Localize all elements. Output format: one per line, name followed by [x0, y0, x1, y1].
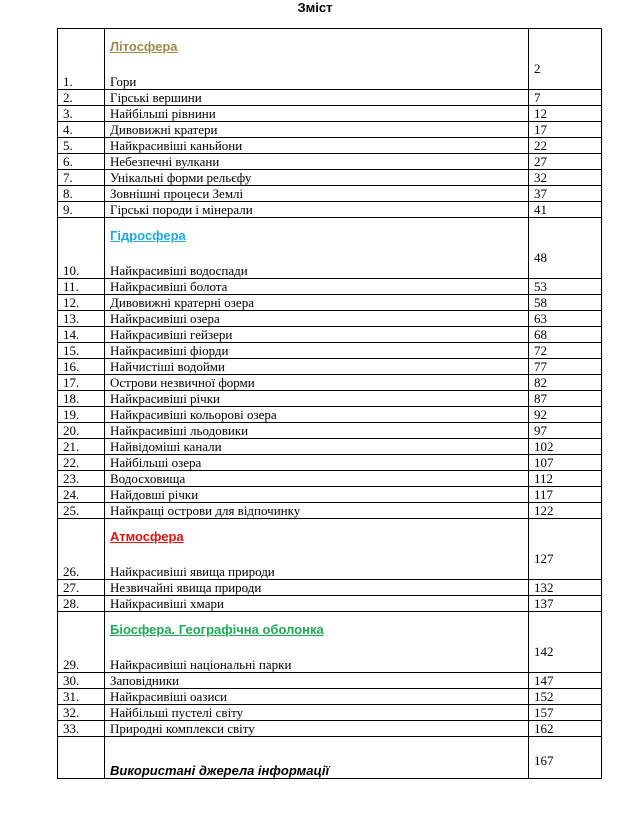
row-number: 20.: [58, 423, 105, 439]
row-title: [105, 29, 529, 90]
row-title: Найкращі острови для відпочинку: [105, 503, 529, 519]
row-page: 82: [529, 375, 602, 391]
row-page: 137: [529, 596, 602, 612]
row-title-text: Гори: [110, 74, 137, 89]
toc-row: [58, 455, 602, 471]
row-page: 77: [529, 359, 602, 375]
row-page-number: 127: [534, 551, 554, 566]
row-number: 10.: [58, 218, 105, 279]
row-title: Гірські породи і мінерали: [105, 202, 529, 218]
toc-row: [58, 407, 602, 423]
row-title: [105, 612, 529, 673]
row-title: Незвичайні явища природи: [105, 580, 529, 596]
toc-table: [57, 28, 602, 779]
row-number: 1.: [58, 29, 105, 90]
row-title: Найдовші річки: [105, 487, 529, 503]
row-page: 102: [529, 439, 602, 455]
row-title: Гірські вершини: [105, 90, 529, 106]
toc-row: [58, 391, 602, 407]
toc-row: [58, 503, 602, 519]
toc-row: [58, 487, 602, 503]
toc-row: [58, 439, 602, 455]
toc-row: [58, 90, 602, 106]
row-page: 7: [529, 90, 602, 106]
row-number: 8.: [58, 186, 105, 202]
toc-row: [58, 122, 602, 138]
row-page: 72: [529, 343, 602, 359]
row-number: 23.: [58, 471, 105, 487]
toc-row: [58, 295, 602, 311]
toc-row: [58, 343, 602, 359]
row-title: Найкрасивіші фіорди: [105, 343, 529, 359]
toc-row: [58, 596, 602, 612]
row-title-text: Найкрасивіші водоспади: [110, 263, 248, 278]
row-page: 41: [529, 202, 602, 218]
row-title-text: Найкрасивіші національні парки: [110, 657, 292, 672]
toc-row: [58, 154, 602, 170]
row-title: Найчистіші водойми: [105, 359, 529, 375]
toc-row: [58, 721, 602, 737]
toc-row: [58, 218, 602, 279]
row-page: 107: [529, 455, 602, 471]
row-number: 12.: [58, 295, 105, 311]
toc-row-sources: [58, 737, 602, 779]
toc-row: [58, 29, 602, 90]
section-heading-atmosphere: Атмосфера: [110, 529, 184, 544]
row-page: 147: [529, 673, 602, 689]
toc-row: [58, 138, 602, 154]
row-title: Найкрасивіші хмари: [105, 596, 529, 612]
row-page: 97: [529, 423, 602, 439]
row-title: Дивовижні кратерні озера: [105, 295, 529, 311]
sources-page-number: 167: [534, 753, 554, 768]
toc-row: [58, 375, 602, 391]
row-page: [529, 612, 602, 673]
row-page: 37: [529, 186, 602, 202]
row-number: 25.: [58, 503, 105, 519]
row-page-number: 2: [534, 61, 541, 76]
row-number: 30.: [58, 673, 105, 689]
row-number: 21.: [58, 439, 105, 455]
row-number: 15.: [58, 343, 105, 359]
row-title: Острови незвичної форми: [105, 375, 529, 391]
row-page: 162: [529, 721, 602, 737]
row-title: [105, 218, 529, 279]
row-number: [58, 737, 105, 779]
row-title: Дивовижні кратери: [105, 122, 529, 138]
toc-row: [58, 186, 602, 202]
row-number: 4.: [58, 122, 105, 138]
row-title: Найкрасивіші гейзери: [105, 327, 529, 343]
row-number: 28.: [58, 596, 105, 612]
row-number: 18.: [58, 391, 105, 407]
toc-title: Зміст: [297, 0, 333, 15]
row-number: 11.: [58, 279, 105, 295]
row-title: [105, 519, 529, 580]
row-page: [529, 29, 602, 90]
row-title: Найкрасивіші оазиси: [105, 689, 529, 705]
row-number: 22.: [58, 455, 105, 471]
row-number: 24.: [58, 487, 105, 503]
row-number: 16.: [58, 359, 105, 375]
row-number: 26.: [58, 519, 105, 580]
row-title: Заповідники: [105, 673, 529, 689]
toc-row: [58, 170, 602, 186]
row-title: Найкрасивіші каньйони: [105, 138, 529, 154]
row-title: Унікальні форми рельєфу: [105, 170, 529, 186]
row-title: Зовнішні процеси Землі: [105, 186, 529, 202]
row-page: 17: [529, 122, 602, 138]
row-number: 32.: [58, 705, 105, 721]
toc-row: [58, 279, 602, 295]
row-number: 2.: [58, 90, 105, 106]
toc-row: [58, 580, 602, 596]
row-title: Природні комплекси світу: [105, 721, 529, 737]
row-number: 13.: [58, 311, 105, 327]
row-number: 7.: [58, 170, 105, 186]
row-title: Небезпечні вулкани: [105, 154, 529, 170]
row-title: Найкрасивіші озера: [105, 311, 529, 327]
row-page: 63: [529, 311, 602, 327]
row-number: 17.: [58, 375, 105, 391]
toc-row: [58, 673, 602, 689]
toc-row: [58, 519, 602, 580]
row-page: 22: [529, 138, 602, 154]
row-page: [529, 519, 602, 580]
row-page: 12: [529, 106, 602, 122]
row-number: 31.: [58, 689, 105, 705]
toc-row: [58, 106, 602, 122]
row-page: 122: [529, 503, 602, 519]
row-number: 3.: [58, 106, 105, 122]
row-page-number: 142: [534, 644, 554, 659]
row-number: 29.: [58, 612, 105, 673]
row-page: 132: [529, 580, 602, 596]
row-page: 87: [529, 391, 602, 407]
row-page: 92: [529, 407, 602, 423]
row-page-number: 48: [534, 250, 547, 265]
row-page: 117: [529, 487, 602, 503]
row-page: 152: [529, 689, 602, 705]
row-page: 58: [529, 295, 602, 311]
toc-row: [58, 689, 602, 705]
section-heading-biosphere: Біосфера. Географічна оболонка: [110, 622, 324, 637]
row-number: 9.: [58, 202, 105, 218]
toc-row: [58, 471, 602, 487]
row-title: Найвідоміші канали: [105, 439, 529, 455]
row-page: 53: [529, 279, 602, 295]
toc-row: [58, 359, 602, 375]
row-number: 19.: [58, 407, 105, 423]
row-title: Найкрасивіші льодовики: [105, 423, 529, 439]
row-title: Водосховища: [105, 471, 529, 487]
row-page: 112: [529, 471, 602, 487]
row-title: Найкрасивіші болота: [105, 279, 529, 295]
row-number: 5.: [58, 138, 105, 154]
row-page: 157: [529, 705, 602, 721]
row-number: 27.: [58, 580, 105, 596]
toc-row: [58, 327, 602, 343]
row-number: 33.: [58, 721, 105, 737]
row-page: 32: [529, 170, 602, 186]
section-heading-hydrosphere: Гідросфера: [110, 228, 186, 243]
row-number: 14.: [58, 327, 105, 343]
toc-row: [58, 705, 602, 721]
row-page: 68: [529, 327, 602, 343]
toc-row: [58, 423, 602, 439]
sources-title: Використані джерела інформації: [105, 737, 529, 779]
row-page: [529, 218, 602, 279]
toc-row: [58, 311, 602, 327]
toc-row: [58, 202, 602, 218]
row-title-text: Найкрасивіші явища природи: [110, 564, 275, 579]
row-title: Найкрасивіші річки: [105, 391, 529, 407]
section-heading-lithosphere: Літосфера: [110, 39, 178, 54]
row-page: [529, 737, 602, 779]
row-number: 6.: [58, 154, 105, 170]
row-title: Найбільші рівнини: [105, 106, 529, 122]
row-title: Найбільші озера: [105, 455, 529, 471]
row-page: 27: [529, 154, 602, 170]
row-title: Найбільші пустелі світу: [105, 705, 529, 721]
toc-row: [58, 612, 602, 673]
row-title: Найкрасивіші кольорові озера: [105, 407, 529, 423]
